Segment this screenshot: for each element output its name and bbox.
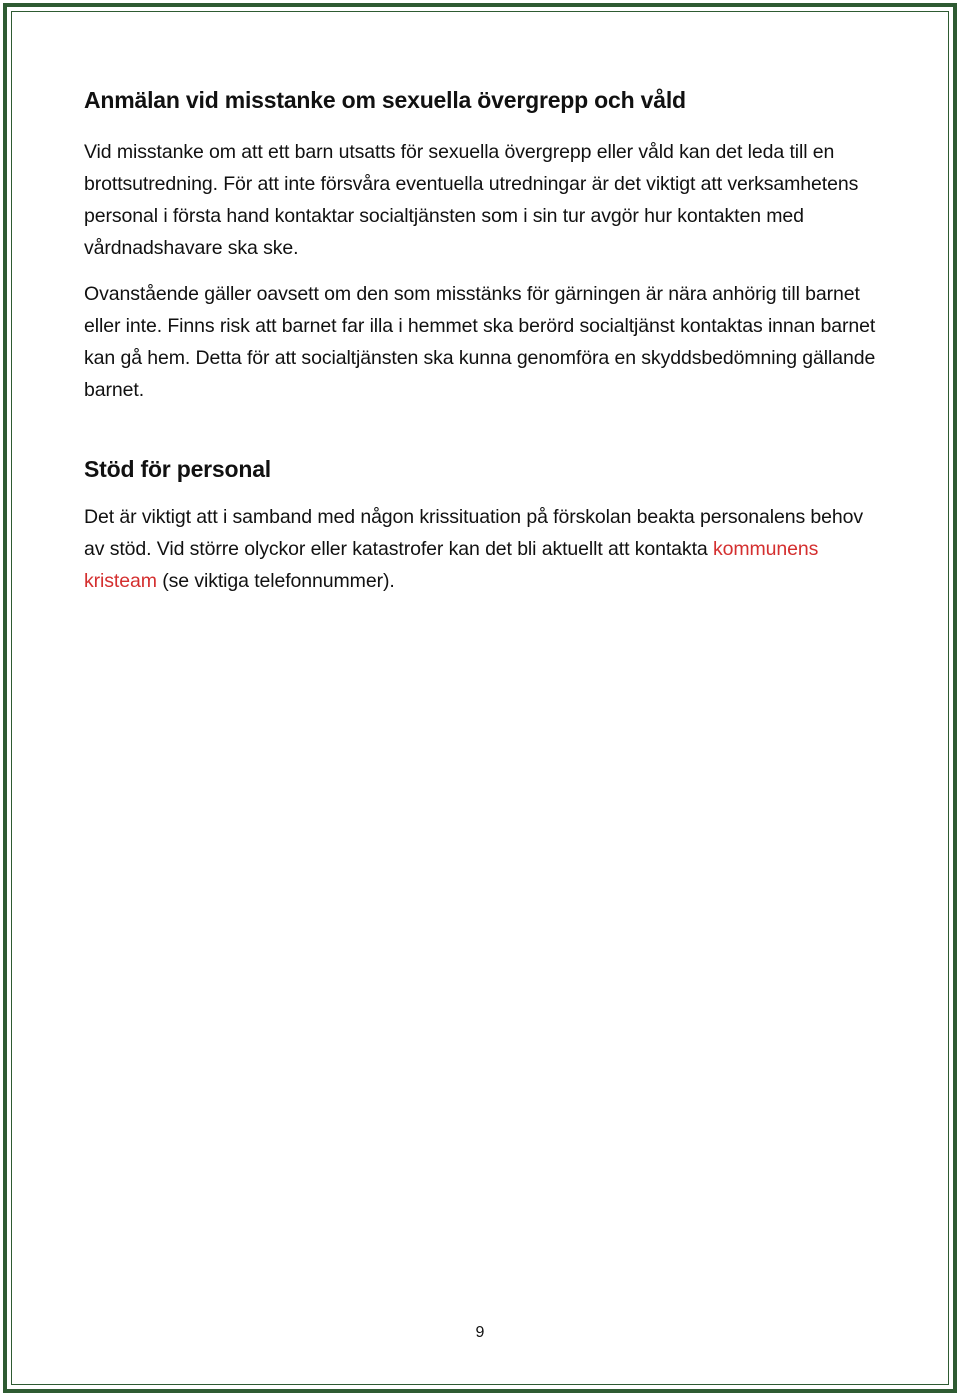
- paragraph-report-relatives: Ovanstående gäller oavsett om den som misstänks för gärningen är nära anhörig till barnet eller inte. Finns risk att barnet far illa i hemmet ska berörd socialtjänst kontaktas innan barnet kan gå hem. Detta för att socialtjänsten ska kunna genomföra en skyddsbedömning gällande barnet.: [84, 283, 876, 401]
- paragraph-staff-support: [84, 501, 884, 597]
- paragraph-report-intro: Vid misstanke om att ett barn utsatts för sexuella övergrepp eller våld kan det leda till en brottsutredning. För att inte försvåra eventuella utredningar är det viktigt att verksamhetens personal i första hand kontaktar socialtjänsten som i sin tur avgör hur kontakten med vårdnadshavare ska ske.: [84, 141, 859, 259]
- paragraph-staff-support-tail: (se viktiga telefonnummer).: [156, 570, 395, 592]
- paragraph-staff-support-text: Det är viktigt att i samband med någon krissituation på förskolan beakta personalens behov av stöd. Vid större olyckor eller katastrofer kan det bli aktuellt att kontakta: [84, 506, 864, 560]
- crisis-team-link[interactable]: kommunens kristeam: [84, 538, 819, 592]
- section-heading-report: Anmälan vid misstanke om sexuella övergrepp och våld: [84, 87, 686, 113]
- page-content: [84, 84, 884, 597]
- section-heading-staff-support: Stöd för personal: [84, 456, 272, 482]
- page-number: 9: [475, 1324, 485, 1341]
